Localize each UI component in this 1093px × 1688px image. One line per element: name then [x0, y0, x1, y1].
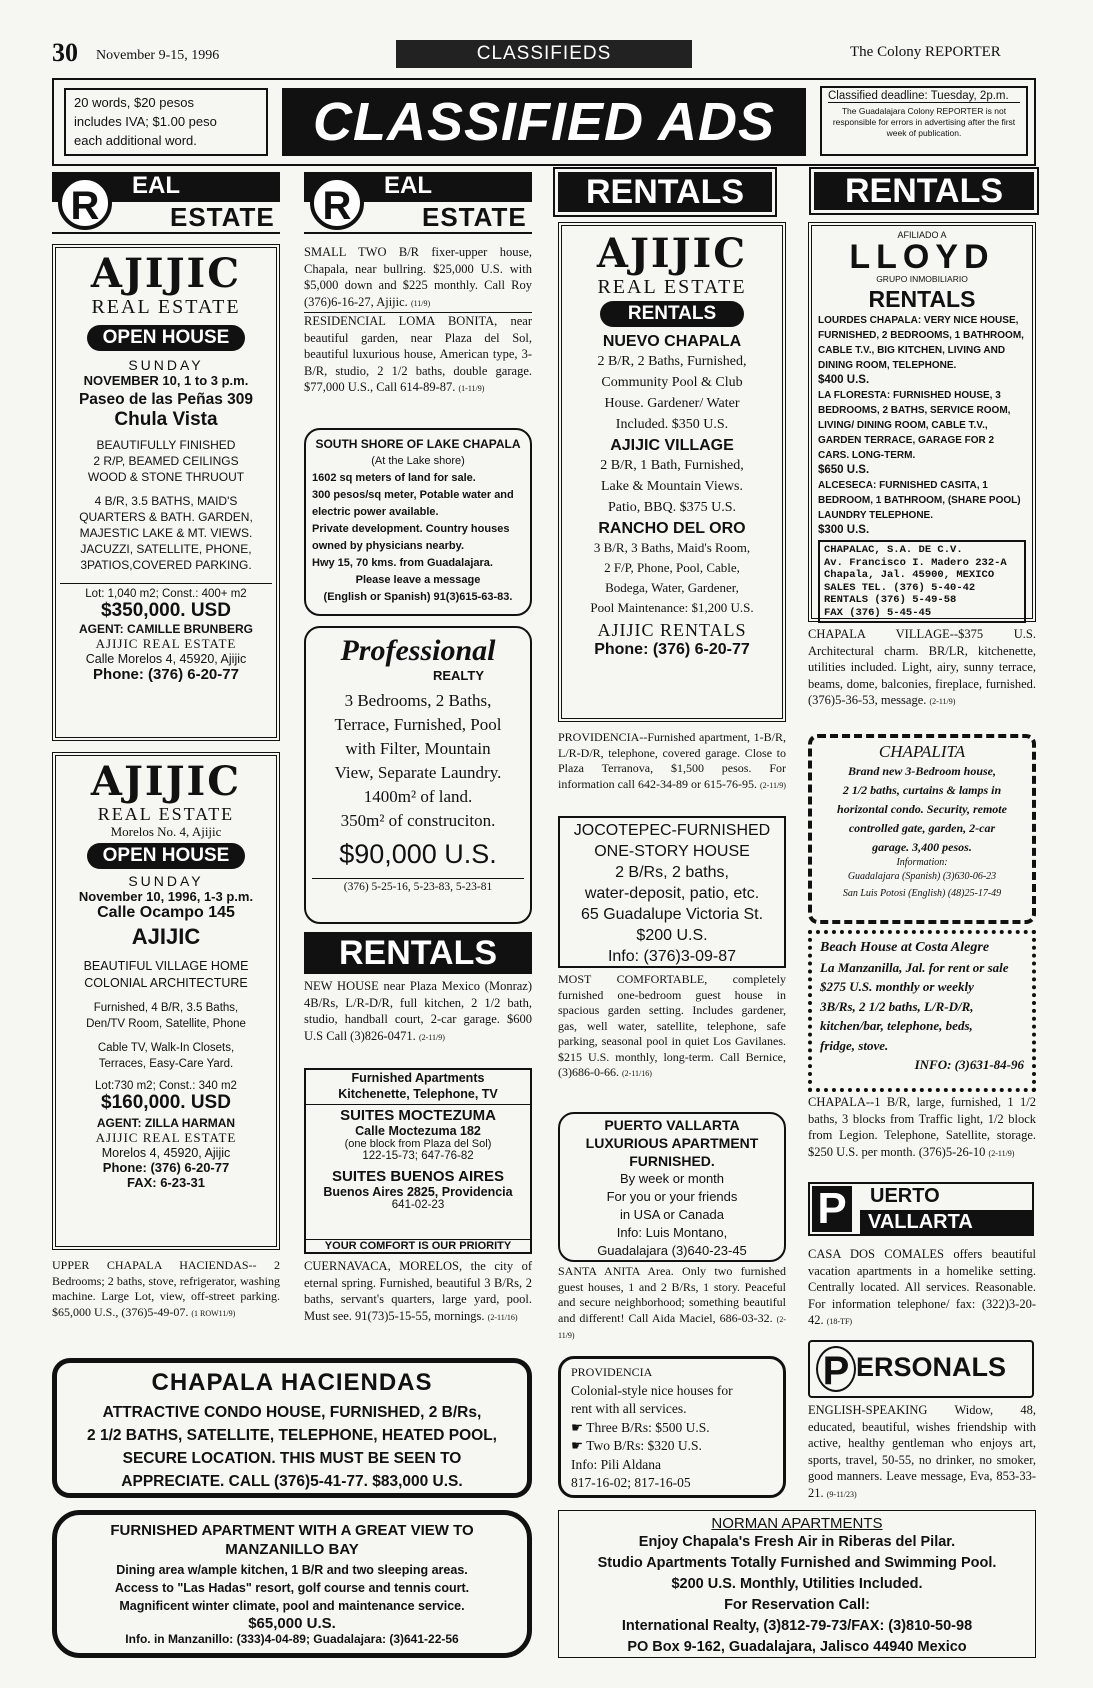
feature-line: QUARTERS & BATH. GARDEN, [79, 510, 253, 524]
ad-text: PROVIDENCIA--Furnished apartment, 1-B/R, L/R-D/R, telephone, covered garage. Close to Plaza Terranova, $1,500 pesos. For information call 642-34-89 or 615-76-95. [558, 730, 786, 791]
rates-line: 20 words, $20 pesos [74, 95, 194, 110]
ajijic-logo: AJIJIC [90, 250, 242, 297]
chapala-haciendas-ad [52, 1358, 532, 1498]
ajijic-open-house-ad-2 [52, 752, 280, 1250]
suites-ad [304, 1068, 532, 1254]
fax-number: FAX (376) 5-45-45 [824, 606, 932, 619]
ad-text [565, 1532, 1029, 1658]
ad-contact: (English or Spanish) 91(3)615-63-83. [323, 591, 513, 603]
ad-line: ONE-STORY HOUSE [594, 843, 750, 860]
office-address-sub: Morelos No. 4, Ajijic [110, 824, 222, 839]
suites-address: Buenos Aires 2825, Providencia [323, 1185, 513, 1199]
phone-gdl: Guadalajara (Spanish) (3)630-06-23 [847, 871, 997, 882]
lloyd-listings [818, 313, 1026, 538]
ad-line: For Reservation Call: [724, 1597, 870, 1613]
chapala-village-ad [808, 626, 1036, 730]
norman-apartments-ad [558, 1510, 1036, 1658]
suites-name: SUITES MOCTEZUMA [340, 1107, 496, 1124]
pointer-icon: ☛ [571, 1419, 587, 1435]
santa-anita-ad [558, 1264, 786, 1354]
listing-line: House. Gardener/ Water [604, 396, 740, 411]
casa-dos-comales-ad [808, 1246, 1036, 1336]
rentals-phone: RENTALS (376) 5-49-58 [824, 594, 957, 606]
feature-line: 2 R/P, BEAMED CEILINGS [93, 454, 239, 468]
feature-line: BEAUTIFULLY FINISHED [96, 438, 236, 452]
real-estate-header-2 [304, 172, 532, 234]
ad-line: ATTRACTIVE CONDO HOUSE, FURNISHED, 2 B/Rs, [102, 1404, 482, 1421]
pointer-icon: ☛ [571, 1438, 587, 1453]
ad-line: PO Box 9-162, Guadalajara, Jalisco 44940 Mexico [627, 1639, 967, 1655]
lot-size: Lot:730 m2; Const.: 340 m2 [95, 1080, 237, 1092]
features-a [60, 958, 272, 992]
suites-address: Calle Moctezuma 182 [355, 1124, 481, 1138]
listing-line: Community Pool & Club [601, 375, 743, 390]
classified-banner [52, 78, 1036, 166]
ad-text: RESIDENCIAL LOMA BONITA, near beautiful garden, near Plaza del Sol, beautiful luxurious house, American type, 3-B/R, studio, 2 1/2 baths, double garage. $77,000 U.S., Call 614-89-87. [304, 314, 532, 394]
open-house-day: SUNDAY [128, 873, 204, 889]
ad-line: Info: (376)3-09-87 [607, 948, 737, 965]
realty-label: REALTY [432, 668, 484, 683]
feature-line: JACUZZI, SATELLITE, PHONE, [80, 542, 252, 556]
features-list [312, 689, 524, 833]
south-shore-ad [304, 428, 532, 616]
ad-code: (11/9) [410, 298, 431, 308]
open-house-pill: OPEN HOUSE [87, 325, 246, 351]
ad-line: $275 U.S. monthly or weekly [820, 979, 974, 994]
rentals-pill: RENTALS [600, 301, 744, 327]
street-address: Paseo de las Peñas 309 [78, 391, 254, 408]
feature-line: Cable TV, Walk-In Closets, [97, 1042, 235, 1054]
ad-line: water-deposit, patio, etc. [584, 885, 760, 902]
company-city: Chapala, Jal. 45900, MEXICO [824, 569, 995, 581]
chapala-1br-ad [808, 1094, 1036, 1182]
section-head-a: EAL [384, 172, 432, 199]
ad-line: FURNISHED. [629, 1153, 715, 1169]
office-address: Calle Morelos 4, 45920, Ajijic [85, 652, 247, 666]
jocotepec-ad [558, 816, 786, 968]
listing-line: 2 F/P, Phone, Pool, Cable, [604, 560, 740, 575]
professional-logo: Professional [340, 634, 496, 667]
area-name: AJIJIC [131, 924, 201, 949]
ad-contact: INFO: (3)631-84-96 [914, 1057, 1024, 1072]
feature-line: 350m² of construciton. [340, 811, 496, 830]
classified-ads-title: CLASSIFIED ADS [282, 88, 806, 156]
ad-line: Please leave a message [355, 574, 481, 586]
office-fax: FAX: 6-23-31 [126, 1175, 206, 1190]
suites-top: Furnished Apartments [351, 1071, 485, 1085]
feature-line: COLONIAL ARCHITECTURE [84, 976, 248, 990]
listing-price: $300 U.S. [818, 524, 870, 536]
widow-personal-ad [808, 1402, 1036, 1510]
feature-line: View, Separate Laundry. [334, 763, 502, 782]
rates-line: includes IVA; $1.00 peso [74, 114, 217, 129]
ad-code: (9-11/23) [826, 1489, 857, 1499]
section-letter: R [58, 176, 112, 230]
ad-line: Access to "Las Hadas" resort, golf course and tennis court. [114, 1581, 470, 1595]
puerto-vallarta-header [808, 1182, 1034, 1236]
cuernavaca-ad [304, 1258, 532, 1346]
ad-code: (1-11/9) [458, 384, 485, 393]
section-letter: R [310, 176, 364, 230]
rentals-label: RENTALS [868, 286, 976, 312]
ajijic-logo-sub: REAL ESTATE [597, 276, 747, 298]
features-b [60, 1000, 272, 1032]
suites-note: (one block from Plaza del Sol) [344, 1138, 492, 1150]
page-number: 30 [52, 38, 78, 67]
rates-box [64, 88, 268, 156]
paper-name: The Colony REPORTER [850, 44, 1001, 60]
ad-line: Dining area w/ample kitchen, 1 B/R and two sleeping areas. [116, 1563, 468, 1577]
new-house-ad [304, 978, 532, 1068]
section-head-a: UERTO [870, 1185, 940, 1207]
feature-line: 1400m² of land. [363, 787, 473, 806]
lloyd-contact [818, 540, 1026, 623]
listing-line: Bodega, Water, Gardener, [605, 580, 739, 595]
ad-line: APPRECIATE. CALL (376)5-41-77. $83,000 U.S. [121, 1473, 463, 1490]
price-text: Three B/Rs: $500 U.S. [586, 1419, 710, 1435]
ad-line: garage. 3,400 pesos. [872, 840, 972, 854]
office-phone: Phone: (376) 6-20-77 [594, 641, 750, 658]
listing-text [566, 538, 778, 618]
open-house-day: SUNDAY [128, 357, 204, 373]
listing-text: LA FLORESTA: FURNISHED HOUSE, 3 BEDROOMS, 2 BATHS, SERVICE ROOM, LIVING/ DINING ROOM, CABLE T.V., GARDEN TERRACE, GARAGE FOR 2 CARS. LONG-TERM. [818, 390, 1011, 461]
ad-code: (2-11/9) [558, 1314, 786, 1340]
ajijic-logo: AJIJIC [90, 758, 242, 805]
listing-text [566, 455, 778, 518]
deadline-box [820, 86, 1028, 156]
ad-title-2: MANZANILLO BAY [225, 1541, 359, 1558]
ad-line: Hwy 15, 70 kms. from Guadalajara. [312, 557, 493, 569]
ad-title: Beach House at Costa Alegre [820, 940, 990, 955]
ajijic-logo: AJIJIC [596, 230, 748, 277]
rentals-header: RENTALS [558, 172, 772, 212]
listing-line: Lake & Mountain Views. [601, 479, 743, 494]
deadline-text: Classified deadline: Tuesday, 2p.m. [828, 90, 1020, 103]
feature-line: 3 Bedrooms, 2 Baths, [344, 691, 492, 710]
price: $350,000. USD [101, 600, 231, 621]
footer-logo: AJIJIC REAL ESTATE [95, 1130, 237, 1145]
suites-phone: 122-15-73; 647-76-82 [362, 1150, 474, 1162]
ad-line: Private development. Country houses owned by physicians nearby. [312, 523, 510, 552]
section-head-b: VALLARTA [860, 1210, 1032, 1234]
beach-house-ad [808, 930, 1036, 1092]
ad-line: 2 1/2 baths, curtains & lamps in [842, 783, 1002, 797]
rates-line: each additional word. [74, 133, 197, 148]
ad-contact: Info: Pili Aldana [571, 1456, 661, 1472]
ad-code: (18-TF) [826, 1317, 853, 1326]
rentals-header: RENTALS [304, 932, 532, 974]
features-list [60, 437, 272, 573]
suites-phone: 641-02-23 [391, 1199, 445, 1211]
ad-line: $200 U.S. Monthly, Utilities Included. [671, 1576, 923, 1592]
feature-line: BEAUTIFUL VILLAGE HOME [83, 959, 249, 973]
ad-title: NORMAN APARTMENTS [711, 1515, 883, 1532]
ad-code: (2-11/9) [929, 697, 956, 706]
sales-phone: SALES TEL. (376) 5-40-42 [824, 581, 976, 594]
ajijic-open-house-ad [52, 244, 280, 741]
feature-line: 4 B/R, 3.5 BATHS, MAID'S [94, 494, 238, 508]
ad-text: NEW HOUSE near Plaza Mexico (Monraz) 4B/Rs, L/R-D/R, full kitchen, 2 1/2 bath, studio, handball court, 2-car garage. $600 U.S Call (3)826-0471. [304, 979, 532, 1043]
office-phone: Phone: (376) 6-20-77 [102, 1160, 230, 1175]
ad-line: LUXURIOUS APARTMENT [585, 1135, 759, 1151]
section-head: ERSONALS [856, 1352, 1007, 1382]
ad-line: fridge, stove. [820, 1037, 889, 1053]
lloyd-logo: LLOYD [849, 238, 995, 276]
ad-code: (2-11/9) [988, 1148, 1015, 1158]
ad-text [65, 1561, 519, 1615]
price-item [571, 1419, 773, 1438]
providencia-ad [558, 730, 786, 814]
puerto-vallarta-apartment-ad [558, 1112, 786, 1262]
ad-line: SECURE LOCATION. THIS MUST BE SEEN TO [122, 1450, 462, 1467]
rentals-header: RENTALS [814, 172, 1034, 210]
ad-line: Guadalajara (3)640-23-45 [597, 1243, 747, 1258]
open-house-time: November 10, 1996, 1-3 p.m. [78, 889, 254, 904]
personals-header [808, 1340, 1034, 1398]
section-label: CLASSIFIEDS [396, 40, 692, 68]
feature-line: WOOD & STONE THRUOUT [87, 470, 245, 484]
ad-phones: 817-16-02; 817-16-05 [571, 1475, 691, 1490]
ad-text: SMALL TWO B/R fixer-upper house, Chapala, near bullring. $25,000 U.S. with $5,000 down and $225 monthly. Call Roy (376)6-16-27, Ajijic. [304, 245, 532, 309]
lot-size: Lot: 1,040 m2; Const.: 400+ m2 [60, 583, 272, 600]
ajijic-logo-sub: REAL ESTATE [97, 804, 235, 824]
ad-code: (2-11/16) [621, 1069, 652, 1078]
ad-text [65, 1401, 519, 1493]
open-house-time: NOVEMBER 10, 1 to 3 p.m. [83, 373, 249, 388]
ad-line: By week or month [619, 1171, 725, 1186]
ad-line: Colonial-style nice houses for [571, 1382, 733, 1398]
footer-logo: AJIJIC REAL ESTATE [95, 636, 237, 651]
listing-price: $400 U.S. [818, 374, 870, 386]
ad-line: controlled gate, garden, 2-car [848, 821, 996, 835]
small-two-ad [304, 244, 532, 312]
ad-line: Studio Apartments Totally Furnished and Swimming Pool. [597, 1555, 997, 1571]
street-address: Calle Ocampo 145 [97, 904, 235, 921]
section-head-b: ESTATE [170, 202, 275, 232]
ad-line: 2 B/Rs, 2 baths, [615, 864, 729, 881]
listing-line: Pool Maintenance: $1,200 U.S. [590, 600, 754, 615]
ad-title: CHAPALA HACIENDAS [151, 1369, 433, 1396]
issue-date: November 9-15, 1996 [96, 48, 220, 63]
upper-chapala-ad [52, 1258, 280, 1346]
providencia-houses-ad [558, 1356, 786, 1498]
price: $90,000 U.S. [339, 839, 497, 869]
office-address: Morelos 4, 45920, Ajijic [101, 1146, 231, 1160]
ad-title: FURNISHED APARTMENT WITH A GREAT VIEW TO [110, 1522, 474, 1539]
ad-line: For you or your friends [606, 1189, 738, 1204]
listing-line: 2 B/R, 2 Baths, Furnished, [597, 354, 747, 369]
listing-text: LOURDES CHAPALA: VERY NICE HOUSE, FURNISHED, 2 BEDROOMS, 1 BATHROOM, CABLE T.V., BIG KITCHEN, LIVING AND DINING ROOM, TELEPHONE. [818, 315, 1024, 371]
ad-line: kitchen/bar, telephone, beds, [820, 1018, 973, 1033]
manzanillo-apartment-ad [52, 1510, 532, 1658]
ad-line: horizontal condo. Security, remote [837, 802, 1007, 816]
office-phone: Phone: (376) 6-20-77 [93, 666, 239, 683]
price: $65,000 U.S. [248, 1615, 336, 1632]
ad-text: SANTA ANITA Area. Only two furnished guest houses, 1 and 2 B/Rs, 1 story. Peaceful and secure neighborhood; something beautiful and different! Call Aida Maciel, 686-03-32. [558, 1264, 786, 1325]
ad-line: 65 Guadalupe Victoria St. [580, 906, 764, 923]
listing-line: Included. $350 U.S. [615, 417, 729, 432]
grupo-label: GRUPO INMOBILIARIO [876, 274, 968, 284]
listing-line: 3 B/R, 3 Baths, Maid's Room, [593, 540, 751, 555]
feature-line: Den/TV Room, Satellite, Phone [86, 1018, 246, 1030]
company-name: CHAPALAC, S.A. DE C.V. [824, 544, 963, 556]
phone-slp: San Luis Potosi (English) (48)25-17-49 [842, 888, 1002, 899]
price: $160,000. USD [101, 1092, 231, 1113]
ad-line: PUERTO VALLARTA [604, 1117, 740, 1133]
listing-price: $650 U.S. [818, 464, 870, 476]
listing-heading: NUEVO CHAPALA [602, 333, 742, 350]
ad-line: International Realty, (3)812-79-73/FAX: (3)810-50-98 [621, 1618, 973, 1634]
company-address: Av. Francisco I. Madero 232-A [824, 556, 1007, 569]
ad-text: ENGLISH-SPEAKING Widow, 48, educated, beautiful, wishes friendship with active, healthy gentleman who enjoys art, sports, travel, 50-55, no drinker, no smoker, good manners. Leave message, Eva, 853-33-21. [808, 1403, 1036, 1500]
ad-line: $200 U.S. [636, 927, 708, 944]
ad-line: JOCOTEPEC-FURNISHED [573, 822, 771, 839]
listing-text: ALCESECA: FURNISHED CASITA, 1 BEDROOM, 1 BATHROOM, (SHARE POOL) LAUNDRY TELEPHONE. [818, 480, 1021, 521]
feature-line: 3PATIOS,COVERED PARKING. [80, 558, 252, 572]
features-c [60, 1040, 272, 1072]
section-head-a: EAL [132, 172, 180, 199]
ad-line: 3B/Rs, 2 1/2 baths, L/R-D/R, [820, 998, 974, 1014]
chapalita-ad [808, 734, 1036, 924]
listing-line: Patio, BBQ. $375 U.S. [608, 500, 736, 515]
ad-code: (1 ROW11/9) [191, 1308, 236, 1318]
ad-line: Enjoy Chapala's Fresh Air in Riberas del Pilar. [638, 1534, 956, 1550]
ad-title: SOUTH SHORE OF LAKE CHAPALA [315, 437, 521, 451]
ad-line: Magnificent winter climate, pool and maintenance service. [119, 1599, 465, 1613]
ad-text: CASA DOS COMALES offers beautiful vacation apartments in a homelike setting. Centrally located. All services. Reasonable. For information telephone/ fax: (322)3-20-42. [808, 1247, 1036, 1327]
professional-realty-ad [304, 626, 532, 924]
ad-title: CHAPALITA [878, 742, 966, 761]
listing-line: 2 B/R, 1 Bath, Furnished, [600, 458, 744, 473]
section-letter: P [812, 1186, 852, 1232]
agent-name: AGENT: CAMILLE BRUNBERG [79, 622, 253, 636]
afiliado-label: AFILIADO A [897, 230, 947, 240]
ad-line: rent with all services. [571, 1401, 687, 1416]
ad-code: (2-11/9) [418, 1032, 445, 1042]
ajijic-logo-sub: REAL ESTATE [91, 296, 241, 318]
suites-name: SUITES BUENOS AIRES [332, 1168, 504, 1185]
ad-text: MOST COMFORTABLE, completely furnished one-bedroom guest house in spacious garden setting. Includes gardener, gas, well water, satellite, telephone, safe parking, seasonal pool in quiet Los Gavilanes. $215 U.S. monthly, long-term. Call Bernice, (3)686-0-66. [558, 972, 786, 1079]
listing-heading: RANCHO DEL ORO [598, 520, 746, 537]
footer-logo: AJIJIC RENTALS [597, 620, 747, 640]
ad-line: Brand new 3-Bedroom house, [847, 764, 997, 778]
section-letter: P [816, 1346, 856, 1392]
ad-text [818, 762, 1026, 857]
ad-line: 2 1/2 BATHS, SATELLITE, TELEPHONE, HEATED POOL, [87, 1427, 497, 1444]
most-comfortable-ad [558, 972, 786, 1108]
info-label: Information: [896, 857, 948, 868]
col2-listings [304, 244, 532, 424]
residencial-ad [304, 312, 532, 398]
ad-line: Info: Luis Montano, [616, 1225, 728, 1240]
ad-text: CHAPALA--1 B/R, large, furnished, 1 1/2 baths, 3 blocks from Traffic light, 1/2 block from Legion. Telephone, Satellite, storage. $250 U.S. per month. (376)5-26-10 [808, 1095, 1036, 1159]
disclaimer-text: The Guadalajara Colony REPORTER is not responsible for errors in advertising after the first week of publication. [832, 106, 1016, 138]
suites-top-2: Kitchenette, Telephone, TV [306, 1086, 530, 1105]
price-text: Two B/Rs: $320 U.S. [586, 1438, 702, 1453]
ad-contact: Info. in Manzanillo: (333)4-04-89; Guadalajara: (3)641-22-56 [125, 1632, 459, 1646]
ad-line: in USA or Canada [619, 1207, 725, 1222]
ad-title: PROVIDENCIA [571, 1365, 653, 1379]
agent-name: AGENT: ZILLA HARMAN [96, 1116, 236, 1130]
ad-text: CUERNAVACA, MORELOS, the city of eternal spring. Furnished, beautiful 3 B/Rs, 2 baths, servant's quarters, large yard, pool. Must see. 91(73)5-15-55, mornings. [304, 1259, 532, 1323]
ad-code: (2-11/9) [759, 780, 786, 790]
feature-line: Terraces, Easy-Care Yard. [98, 1058, 234, 1070]
ad-line: La Manzanilla, Jal. for rent or sale [820, 959, 1009, 975]
price-item [571, 1437, 773, 1456]
area-name: Chula Vista [114, 409, 218, 430]
phones: (376) 5-25-16, 5-23-83, 5-23-81 [312, 878, 524, 893]
listing-heading: AJIJIC VILLAGE [610, 437, 734, 454]
ad-text: UPPER CHAPALA HACIENDAS-- 2 Bedrooms; 2 baths, stove, refrigerator, washing machine. Large Lot, view, off-street parking. $65,000 U.S., (376)5-49-07. [52, 1258, 280, 1319]
open-house-pill: OPEN HOUSE [87, 843, 246, 869]
feature-line: with Filter, Mountain [345, 739, 491, 758]
ad-subtitle: (At the Lake shore) [371, 455, 465, 467]
real-estate-header [52, 172, 280, 234]
lloyd-rentals-ad [808, 222, 1036, 622]
listing-text [566, 351, 778, 435]
ad-text: CHAPALA VILLAGE--$375 U.S. Architectural charm. BR/LR, kitchenette, utilities included. Light, airy, sunny terrace, beams, dome, balconies, fireplace, furnished. (376)5-36-53, message. [808, 627, 1036, 707]
feature-line: MAJESTIC LAKE & MT. VIEWS. [79, 526, 253, 540]
ad-line: 300 pesos/sq meter, Potable water and electric power available. [312, 489, 514, 518]
ajijic-rentals-ad [558, 222, 786, 722]
ad-code: (2-11/16) [487, 1312, 518, 1322]
suites-slogan: YOUR COMFORT IS OUR PRIORITY [306, 1239, 530, 1252]
ad-line: 1602 sq meters of land for sale. [312, 472, 476, 484]
section-head-b: ESTATE [422, 202, 527, 232]
feature-line: Terrace, Furnished, Pool [334, 715, 502, 734]
feature-line: Furnished, 4 B/R, 3.5 Baths, [93, 1002, 239, 1014]
